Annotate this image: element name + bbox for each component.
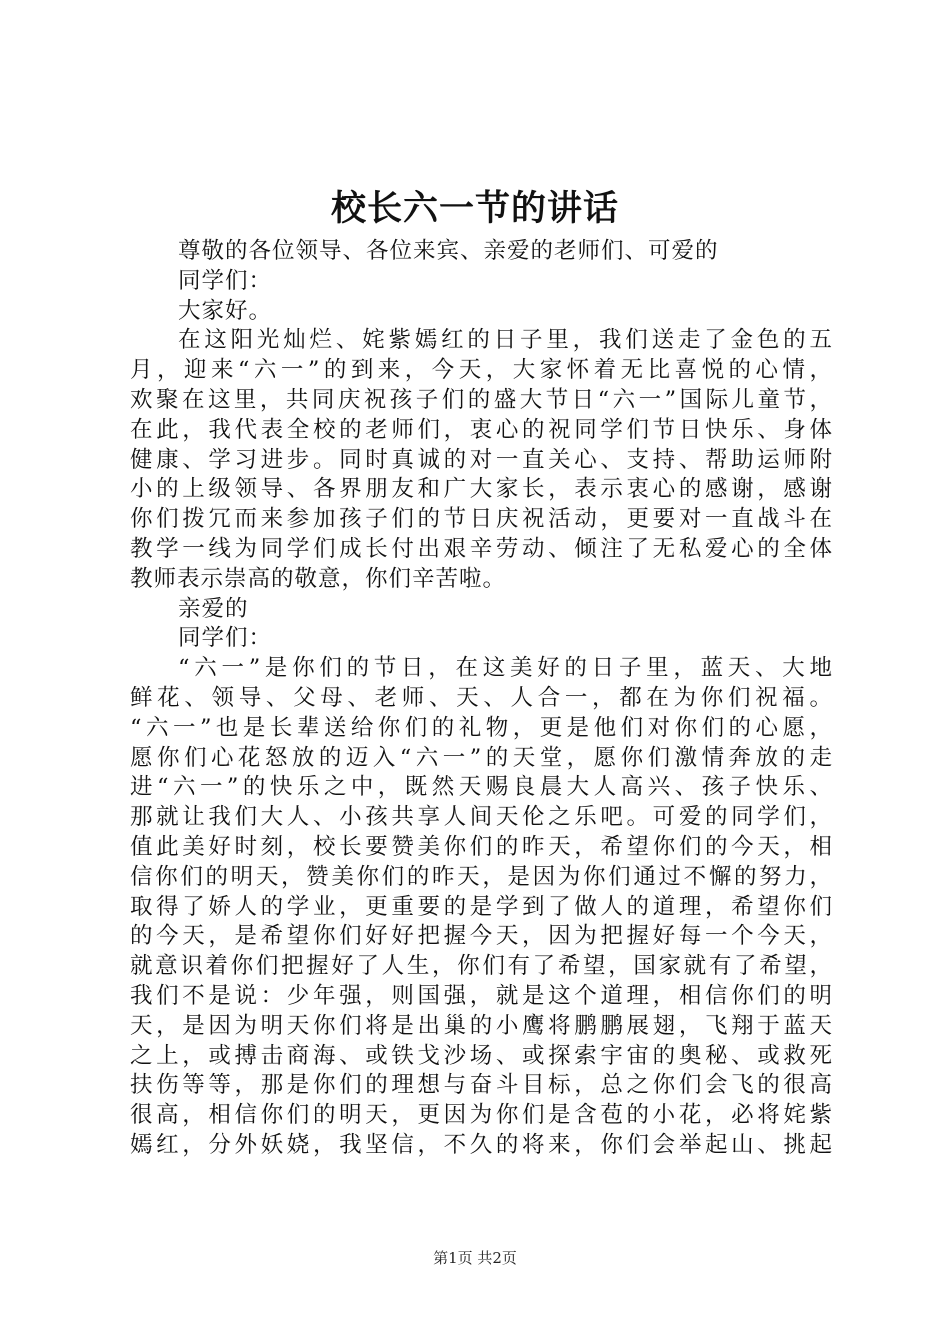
text-line: 那就让我们大人、小孩共享人间天伦之乐吧。可爱的同学们， bbox=[130, 804, 832, 831]
text-line: 月，迎来“六一”的到来，今天，大家怀着无比喜悦的心情， bbox=[130, 357, 832, 384]
text-line: “六一”也是长辈送给你们的礼物，更是他们对你们的心愿， bbox=[130, 714, 832, 741]
text-line: 取得了娇人的学业，更重要的是学到了做人的道理，希望你们 bbox=[130, 893, 832, 920]
text-line: 大家好。 bbox=[178, 297, 273, 324]
page-footer: 第1页 共2页 bbox=[433, 1249, 517, 1267]
document-title: 校长六一节的讲话 bbox=[330, 188, 619, 229]
text-line: 进“六一”的快乐之中，既然天赐良晨大人高兴、孩子快乐、 bbox=[130, 774, 832, 801]
text-line: 同学们： bbox=[178, 267, 273, 294]
text-line: 同学们： bbox=[178, 625, 273, 652]
text-line: 值此美好时刻，校长要赞美你们的昨天，希望你们的今天，相 bbox=[130, 833, 832, 860]
text-line: 欢聚在这里，共同庆祝孩子们的盛大节日“六一”国际儿童节， bbox=[130, 386, 832, 413]
text-line: 的今天，是希望你们好好把握今天，因为把握好每一个今天， bbox=[130, 923, 832, 950]
text-line: 就意识着你们把握好了人生，你们有了希望，国家就有了希望， bbox=[130, 953, 832, 980]
text-line: 小的上级领导、各界朋友和广大家长，表示衷心的感谢，感谢 bbox=[130, 476, 832, 503]
text-line: 我们不是说：少年强，则国强，就是这个道理，相信你们的明 bbox=[130, 982, 832, 1009]
text-line: “六一”是你们的节日，在这美好的日子里，蓝天、大地 bbox=[178, 655, 832, 682]
text-line: 愿你们心花怒放的迈入“六一”的天堂，愿你们激情奔放的走 bbox=[130, 744, 832, 771]
text-line: 在这阳光灿烂、姹紫嫣红的日子里，我们送走了金色的五 bbox=[178, 327, 832, 354]
text-line: 天，是因为明天你们将是出巢的小鹰将鹏鹏展翅，飞翔于蓝天 bbox=[130, 1012, 832, 1039]
text-line: 尊敬的各位领导、各位来宾、亲爱的老师们、可爱的 bbox=[178, 238, 719, 264]
text-line: 嫣红，分外妖娆，我坚信，不久的将来，你们会举起山、挑起 bbox=[130, 1131, 832, 1158]
text-line: 很高，相信你们的明天，更因为你们是含苞的小花，必将姹紫 bbox=[130, 1102, 832, 1129]
text-line: 在此，我代表全校的老师们，衷心的祝同学们节日快乐、身体 bbox=[130, 416, 832, 443]
text-line: 之上，或搏击商海、或铁戈沙场、或探索宇宙的奥秘、或救死 bbox=[130, 1042, 832, 1069]
text-line: 鲜花、领导、父母、老师、天、人合一，都在为你们祝福。 bbox=[130, 684, 832, 711]
text-line: 信你们的明天，赞美你们的昨天，是因为你们通过不懈的努力， bbox=[130, 863, 832, 890]
text-line: 教学一线为同学们成长付出艰辛劳动、倾注了无私爱心的全体 bbox=[130, 535, 832, 562]
document-body bbox=[130, 237, 832, 1161]
text-line: 扶伤等等，那是你们的理想与奋斗目标，总之你们会飞的很高 bbox=[130, 1072, 832, 1099]
text-line: 健康、学习进步。同时真诚的对一直关心、支持、帮助运师附 bbox=[130, 446, 832, 473]
text-line: 你们拨冗而来参加孩子们的节日庆祝活动，更要对一直战斗在 bbox=[130, 506, 832, 533]
text-line: 亲爱的 bbox=[178, 595, 249, 622]
text-line: 教师表示崇高的敬意，你们辛苦啦。 bbox=[130, 565, 507, 592]
